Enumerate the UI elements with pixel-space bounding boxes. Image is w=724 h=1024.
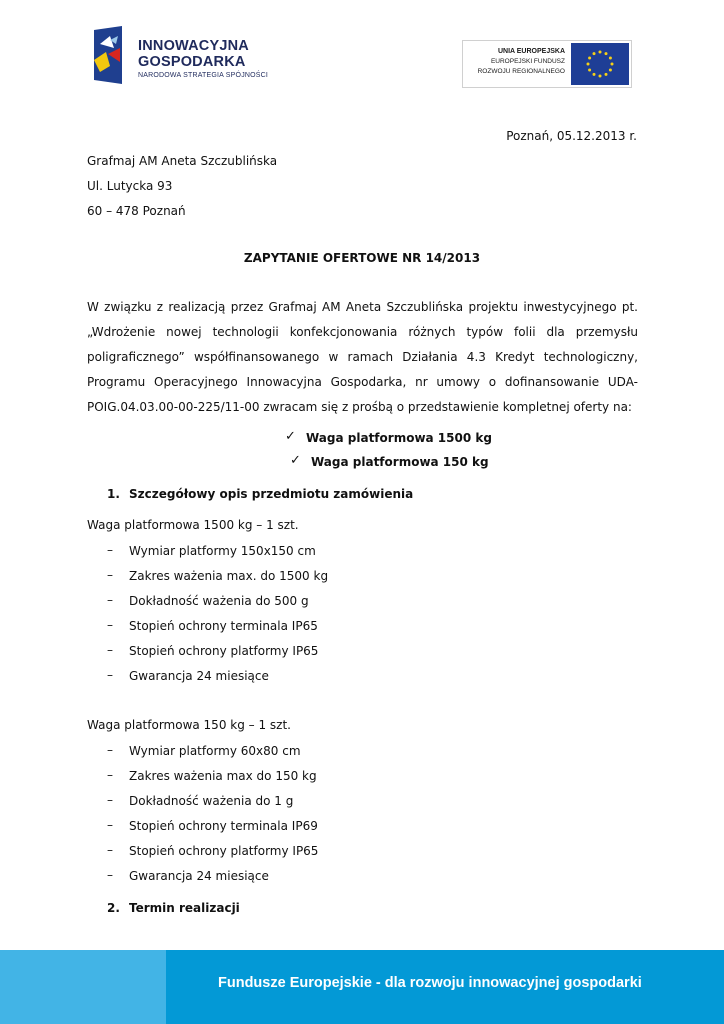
section1-number: 1. <box>107 487 120 501</box>
eu-fund-logo <box>462 40 632 88</box>
recipient-name: Grafmaj AM Aneta Szczublińska <box>87 154 278 168</box>
product1-spec: Dokładność ważenia do 500 g <box>129 594 309 608</box>
product2-spec: Wymiar platformy 60x80 cm <box>129 744 301 758</box>
checkmark-icon: ✓ <box>285 429 296 444</box>
product1-spec: Stopień ochrony terminala IP65 <box>129 619 318 633</box>
eu-logo-line1: UNIA EUROPEJSKA <box>497 48 565 55</box>
eu-logo-line2: EUROPEJSKI FUNDUSZ <box>490 58 565 65</box>
offer-item-2: Waga platformowa 150 kg <box>311 455 489 469</box>
dash-bullet: – <box>107 768 113 782</box>
product1-title: Waga platformowa 1500 kg – 1 szt. <box>87 518 299 532</box>
ig-logo-line3: NARODOWA STRATEGIA SPÓJNOŚCI <box>138 72 269 79</box>
ig-logo-line2: GOSPODARKA <box>138 54 246 70</box>
intro-paragraph: W związku z realizacją przez Grafmaj AM Aneta Szczublińska projektu inwestycyjnego pt. „Wdrożenie nowej technologii konfekcjonowania różnych typów folii dla przemysłu poligraficznego” współfinansowanego w ramach Działania 4.3 Kredyt technologiczny, Programu Operacyjnego Innowacyjna Gospodarka, nr umowy o dofinansowanie UDA-POIG.04.03.00-00-225/11-00 zwracam się z prośbą o przedstawienie kompletnej oferty na: <box>87 300 638 414</box>
dash-bullet: – <box>107 743 113 757</box>
dash-bullet: – <box>107 668 113 682</box>
recipient-street: Ul. Lutycka 93 <box>87 179 173 193</box>
dash-bullet: – <box>107 568 113 582</box>
product1-spec: Stopień ochrony platformy IP65 <box>129 644 319 658</box>
ig-logo-mark-icon <box>92 26 128 84</box>
eu-flag-icon <box>571 43 629 85</box>
section2-number: 2. <box>107 901 120 915</box>
product1-spec: Gwarancja 24 miesiące <box>129 669 269 683</box>
product1-spec: Zakres ważenia max. do 1500 kg <box>129 569 329 583</box>
product2-title: Waga platformowa 150 kg – 1 szt. <box>87 718 291 732</box>
dash-bullet: – <box>107 818 113 832</box>
page-title: ZAPYTANIE OFERTOWE NR 14/2013 <box>243 251 481 265</box>
ig-logo-line1: INNOWACYJNA <box>138 38 249 54</box>
dash-bullet: – <box>107 618 113 632</box>
product2-spec: Zakres ważenia max do 150 kg <box>129 769 317 783</box>
dash-bullet: – <box>107 843 113 857</box>
eu-logo-line3: ROZWOJU REGIONALNEGO <box>477 68 565 75</box>
footer-slogan: Fundusze Europejskie - dla rozwoju innowacyjnej gospodarki <box>218 975 642 991</box>
product2-spec: Stopień ochrony terminala IP69 <box>129 819 318 833</box>
section1-heading: Szczegółowy opis przedmiotu zamówienia <box>129 487 414 501</box>
product2-spec: Gwarancja 24 miesiące <box>129 869 269 883</box>
checkmark-icon: ✓ <box>290 453 301 468</box>
dash-bullet: – <box>107 593 113 607</box>
dash-bullet: – <box>107 868 113 882</box>
letter-date: Poznań, 05.12.2013 r. <box>506 129 637 143</box>
offer-item-1: Waga platformowa 1500 kg <box>306 431 492 445</box>
innowacyjna-gospodarka-logo <box>92 26 282 88</box>
footer-banner <box>0 950 724 1024</box>
footer-accent <box>0 950 166 1024</box>
product2-spec: Stopień ochrony platformy IP65 <box>129 844 319 858</box>
recipient-city: 60 – 478 Poznań <box>87 204 186 218</box>
product2-spec: Dokładność ważenia do 1 g <box>129 794 294 808</box>
dash-bullet: – <box>107 643 113 657</box>
dash-bullet: – <box>107 793 113 807</box>
product1-spec: Wymiar platformy 150x150 cm <box>129 544 316 558</box>
section2-heading: Termin realizacji <box>129 901 240 915</box>
dash-bullet: – <box>107 543 113 557</box>
